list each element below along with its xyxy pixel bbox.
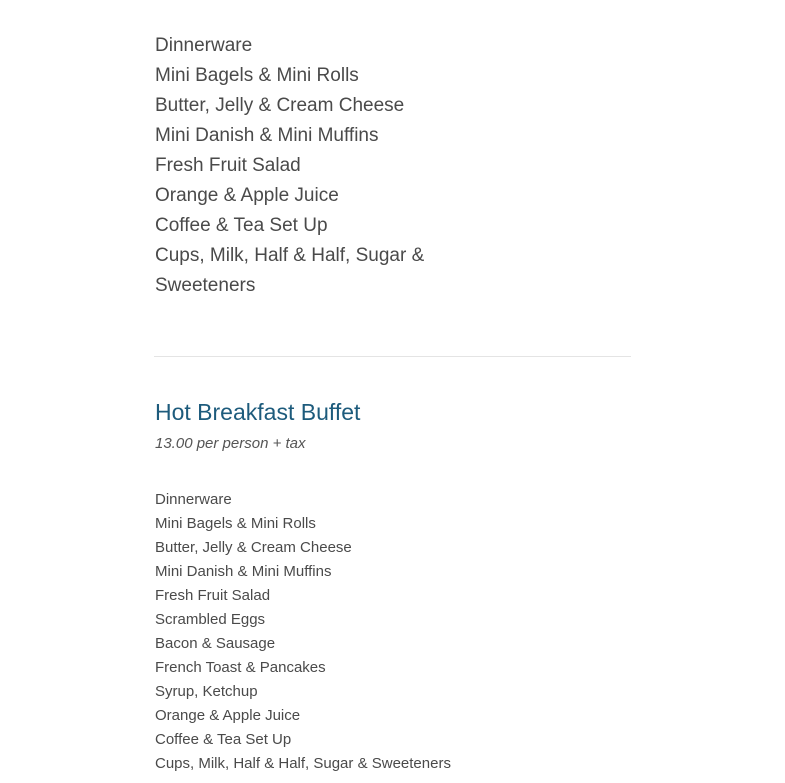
list-item: Mini Bagels & Mini Rolls xyxy=(155,65,359,86)
list-item: Fresh Fruit Salad xyxy=(155,155,301,176)
list-item: Cups, Milk, Half & Half, Sugar & Sweeteners xyxy=(155,755,451,772)
list-item: Fresh Fruit Salad xyxy=(155,587,271,604)
section-divider xyxy=(154,356,631,357)
list-item: Bacon & Sausage xyxy=(155,635,276,652)
list-item: Dinnerware xyxy=(155,491,232,508)
list-item: Coffee & Tea Set Up xyxy=(155,215,328,236)
continental-menu-list xyxy=(155,31,435,301)
list-item: Coffee & Tea Set Up xyxy=(155,731,292,748)
list-item: Orange & Apple Juice xyxy=(155,185,339,206)
list-item: Scrambled Eggs xyxy=(155,611,266,628)
list-item: French Toast & Pancakes xyxy=(155,659,326,676)
list-item: Butter, Jelly & Cream Cheese xyxy=(155,95,405,116)
hot-breakfast-price: 13.00 per person + tax xyxy=(155,435,306,452)
list-item: Syrup, Ketchup xyxy=(155,683,258,700)
list-item: Butter, Jelly & Cream Cheese xyxy=(155,539,352,556)
list-item: Cups, Milk, Half & Half, Sugar & Sweeteners xyxy=(155,245,425,296)
list-item: Orange & Apple Juice xyxy=(155,707,301,724)
hot-breakfast-title: Hot Breakfast Buffet xyxy=(155,399,361,425)
list-item: Mini Bagels & Mini Rolls xyxy=(155,515,316,532)
list-item: Dinnerware xyxy=(155,35,253,56)
list-item: Mini Danish & Mini Muffins xyxy=(155,125,379,146)
menu-content xyxy=(155,31,630,772)
list-item: Mini Danish & Mini Muffins xyxy=(155,563,332,580)
hot-breakfast-menu-list xyxy=(155,488,451,776)
